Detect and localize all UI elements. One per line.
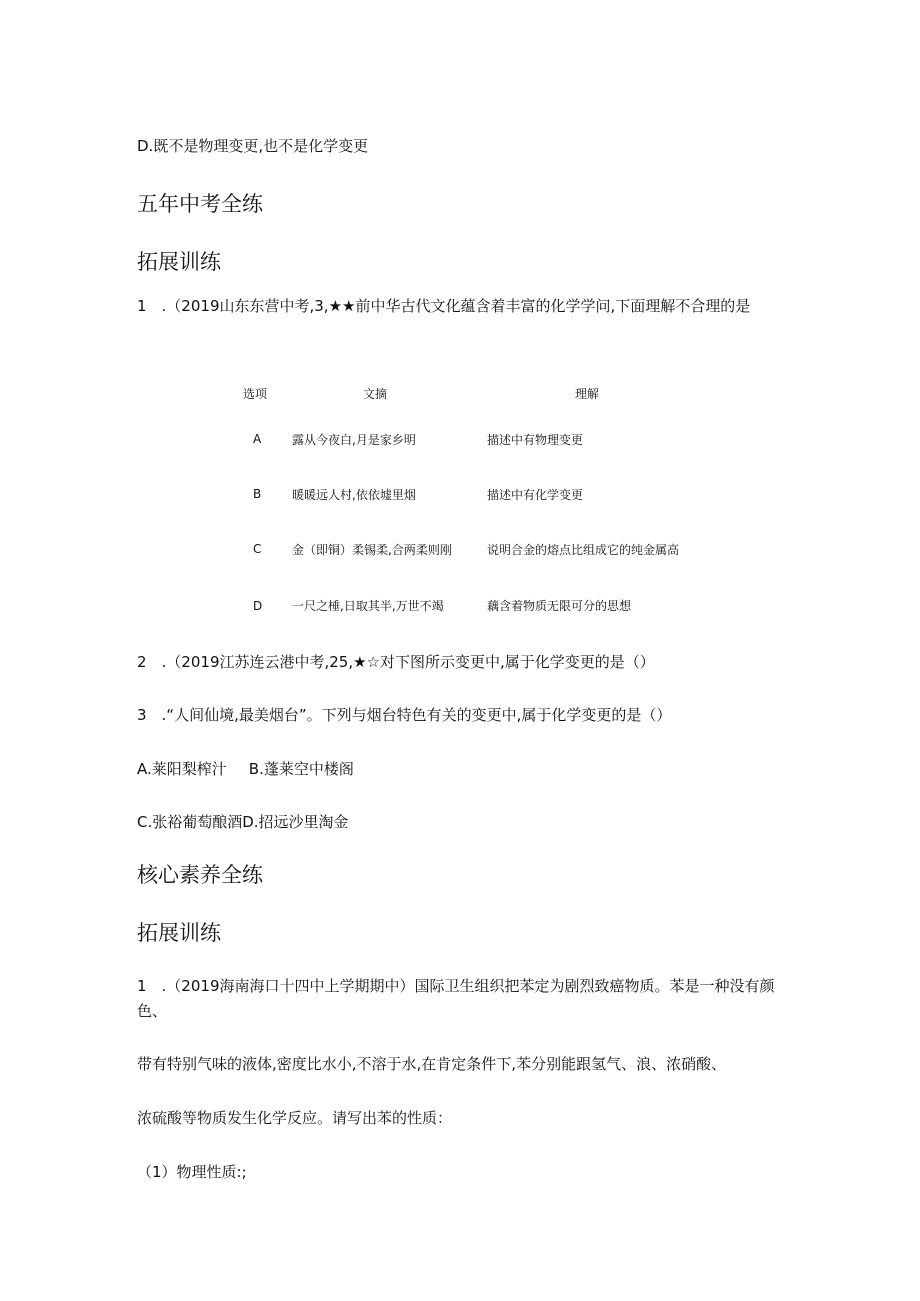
question-benzene-line-2: 色、 — [137, 1002, 168, 1020]
section-title-core-literacy: 核心素养全练 — [137, 863, 263, 887]
table-row-excerpt: 暖暖远人村,依依墟里烟 — [292, 488, 416, 502]
question-1-text: 1 .（2019山东东营中考,3,★★前中华古代文化蕴含着丰富的化学学问,下面理解不合理的是 — [137, 297, 751, 315]
table-row-excerpt: 金（即铜）柔锡柔,合两柔则刚 — [292, 543, 452, 557]
table-row-option: B — [253, 487, 262, 501]
question-benzene-line-1: 1 .（2019海南海口十四中上学期期中）国际卫生组织把苯定为剧烈致癌物质。苯是一种没有颜 — [137, 977, 775, 995]
table-row-meaning: 描述中有物理变更 — [487, 433, 584, 447]
section-title-exam-practice: 五年中考全练 — [137, 192, 263, 216]
question-benzene-line-4: 浓硫酸等物质发生化学反应。请写出苯的性质： — [137, 1109, 453, 1127]
question-3-text: 3 .“人间仙境,最美烟台”。下列与烟台特色有关的变更中,属于化学变更的是（） — [137, 706, 672, 724]
option-b: B.蓬莱空中楼阁 — [248, 760, 354, 778]
table-row-meaning: 描述中有化学变更 — [487, 488, 584, 502]
table-row-excerpt: 一尺之棰,日取其半,万世不竭 — [292, 599, 444, 613]
option-d-text: D.既不是物理变更,也不是化学变更 — [137, 137, 369, 155]
table-header-option: 选项 — [243, 387, 268, 401]
table-row-option: A — [253, 432, 262, 446]
table-header-excerpt: 文摘 — [363, 387, 388, 401]
question-3-options-ab — [137, 759, 354, 779]
section-subtitle-extension: 拓展训练 — [137, 250, 221, 274]
table-row-option: D — [253, 599, 263, 613]
table-row-meaning: 藕含着物质无限可分的思想 — [487, 599, 632, 613]
question-benzene-part-1: （1）物理性质:; — [137, 1163, 247, 1181]
table-row-meaning: 说明合金的熔点比组成它的纯金属高 — [487, 543, 680, 557]
table-header-meaning: 理解 — [575, 387, 600, 401]
question-2-text: 2 .（2019江苏连云港中考,25,★☆对下图所示变更中,属于化学变更的是（） — [137, 653, 655, 671]
question-3-options-cd: C.张裕葡萄酿酒D.招远沙里淘金 — [137, 813, 349, 831]
question-benzene-line-3: 带有特别气味的液体,密度比水小,不溶于水,在肯定条件下,苯分别能跟氢气、浪、浓硝酸、 — [137, 1055, 727, 1073]
table-row-excerpt: 露从今夜白,月是家乡明 — [292, 433, 416, 447]
section-subtitle-extension-2: 拓展训练 — [137, 921, 221, 945]
table-row-option: C — [253, 542, 262, 556]
option-a: A.莱阳梨榨汁 — [137, 760, 227, 778]
